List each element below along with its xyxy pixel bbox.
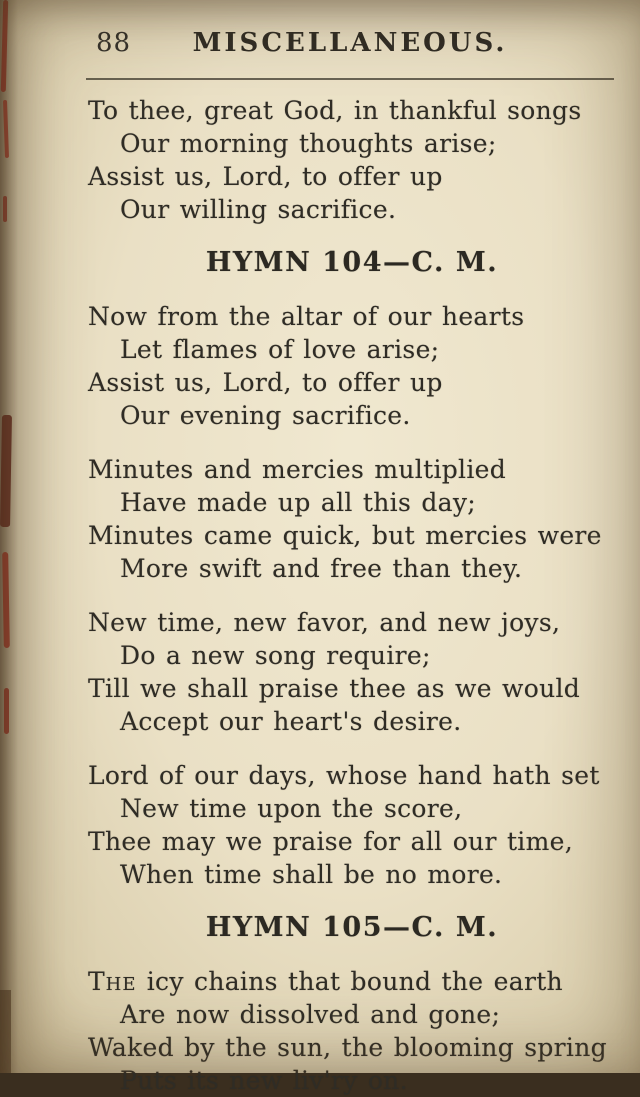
stanza xyxy=(88,759,616,891)
verse-line: Minutes came quick, but mercies were xyxy=(88,521,602,550)
verse-line: To thee, great God, in thankful songs xyxy=(88,96,582,125)
page-number: 88 xyxy=(96,28,132,58)
verse-line: Now from the altar of our hearts xyxy=(88,302,525,331)
page-content xyxy=(0,80,640,1097)
verse-line: Till we shall praise thee as we would xyxy=(88,674,581,703)
verse-line: Our evening sacrifice. xyxy=(120,401,411,430)
verse-line: Do a new song require; xyxy=(120,641,431,670)
hymn-heading: HYMN 104—C. M. xyxy=(205,247,499,278)
verse-line: Lord of our days, whose hand hath set xyxy=(88,761,600,790)
verse-line: Our willing sacrifice. xyxy=(120,195,397,224)
stanza xyxy=(88,94,616,226)
verse-line: Our morning thoughts arise; xyxy=(120,129,497,158)
smallcaps-lead-word: The xyxy=(88,967,137,996)
verse-line: Thee may we praise for all our time, xyxy=(88,827,573,856)
running-head: MISCELLANEOUS. xyxy=(192,28,508,58)
verse-line: Let flames of love arise; xyxy=(120,335,440,364)
verse-line: New time upon the score, xyxy=(120,794,463,823)
verse-line: More swift and free than they. xyxy=(120,554,523,583)
ink-stain xyxy=(0,990,11,1073)
ink-stain xyxy=(3,196,7,222)
verse-line: Waked by the sun, the blooming spring xyxy=(88,1033,607,1062)
verse-line: Minutes and mercies multiplied xyxy=(88,455,507,484)
verse-line: New time, new favor, and new joys, xyxy=(88,608,561,637)
verse-line: When time shall be no more. xyxy=(120,860,503,889)
stanza xyxy=(88,606,616,738)
verse-line: Are now dissolved and gone; xyxy=(120,1000,501,1029)
verse-line: Assist us, Lord, to offer up xyxy=(88,162,443,191)
verse-line: Accept our heart's desire. xyxy=(120,707,462,736)
binding-edge xyxy=(0,0,18,1073)
stanza xyxy=(88,453,616,585)
page-header xyxy=(0,0,640,72)
verse-line: Assist us, Lord, to offer up xyxy=(88,368,443,397)
ink-stain xyxy=(4,688,9,734)
hymn-heading: HYMN 105—C. M. xyxy=(205,912,499,943)
verse-line: The icy chains that bound the earth xyxy=(88,967,563,996)
stanza xyxy=(88,300,616,432)
ink-stain xyxy=(0,415,12,527)
verse-line: Puts its new liv'ry on. xyxy=(120,1066,408,1095)
stanza xyxy=(88,965,616,1097)
verse-line: Have made up all this day; xyxy=(120,488,476,517)
